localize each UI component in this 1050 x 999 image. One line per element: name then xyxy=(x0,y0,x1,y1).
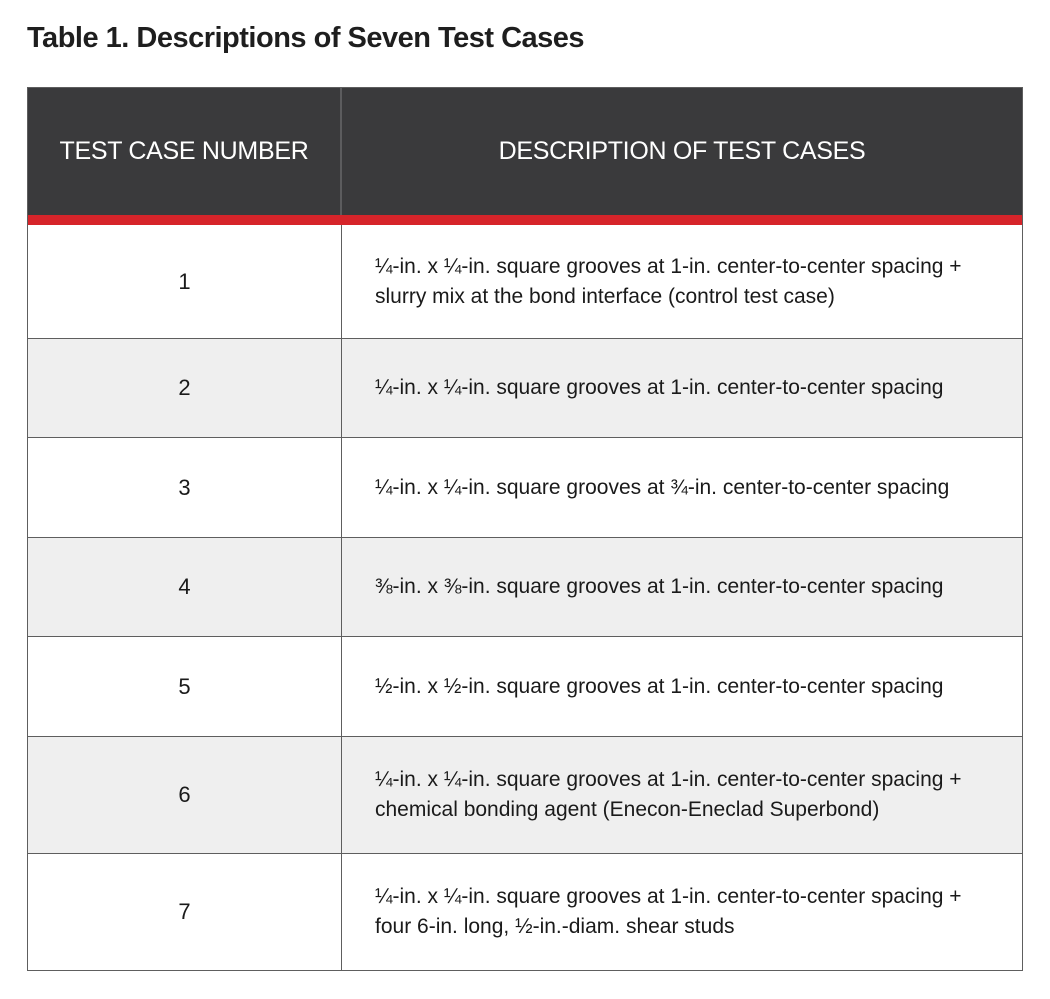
table-row xyxy=(28,225,1022,338)
test-case-description xyxy=(342,637,1022,736)
test-case-number: 3 xyxy=(28,438,342,537)
test-case-number: 1 xyxy=(28,225,342,338)
description-line: ¼-in. x ¼-in. square grooves at 1-in. center-to-center spacing xyxy=(375,376,944,399)
test-case-description xyxy=(342,339,1022,437)
table-row xyxy=(28,636,1022,736)
table-row xyxy=(28,853,1022,970)
test-case-number: 4 xyxy=(28,538,342,636)
test-case-description xyxy=(342,538,1022,636)
column-header-test-case-number: TEST CASE NUMBER xyxy=(28,88,342,215)
test-case-description xyxy=(342,854,1022,970)
description-line: ½-in. x ½-in. square grooves at 1-in. center-to-center spacing xyxy=(375,674,944,698)
table-header xyxy=(28,88,1022,215)
table-body xyxy=(28,225,1022,970)
test-cases-table xyxy=(27,87,1023,971)
test-case-description xyxy=(342,737,1022,853)
test-case-number: 2 xyxy=(28,339,342,437)
test-case-number: 5 xyxy=(28,637,342,736)
description-line: four 6-in. long, ½-in.-diam. shear studs xyxy=(375,915,735,938)
description-line: ¼-in. x ¼-in. square grooves at 1-in. center-to-center spacing + xyxy=(375,768,962,791)
test-case-description xyxy=(342,225,1022,338)
table-row xyxy=(28,338,1022,437)
description-line: ⅜-in. x ⅜-in. square grooves at 1-in. center-to-center spacing xyxy=(375,575,944,598)
table-row xyxy=(28,437,1022,537)
header-accent-bar xyxy=(28,215,1022,225)
table-title: Table 1. Descriptions of Seven Test Cases xyxy=(27,22,585,54)
description-line: chemical bonding agent (Enecon-Eneclad Superbond) xyxy=(375,798,880,821)
test-case-number: 6 xyxy=(28,737,342,853)
test-case-description xyxy=(342,438,1022,537)
description-line: ¼-in. x ¼-in. square grooves at 1-in. center-to-center spacing + xyxy=(375,885,962,908)
description-line: slurry mix at the bond interface (control test case) xyxy=(375,284,835,308)
column-header-description: DESCRIPTION OF TEST CASES xyxy=(498,137,866,165)
description-line: ¼-in. x ¼-in. square grooves at ¾-in. center-to-center spacing xyxy=(375,475,950,499)
table-row xyxy=(28,537,1022,636)
test-case-number: 7 xyxy=(28,854,342,970)
description-line: ¼-in. x ¼-in. square grooves at 1-in. center-to-center spacing + xyxy=(375,254,962,278)
table-row xyxy=(28,736,1022,853)
